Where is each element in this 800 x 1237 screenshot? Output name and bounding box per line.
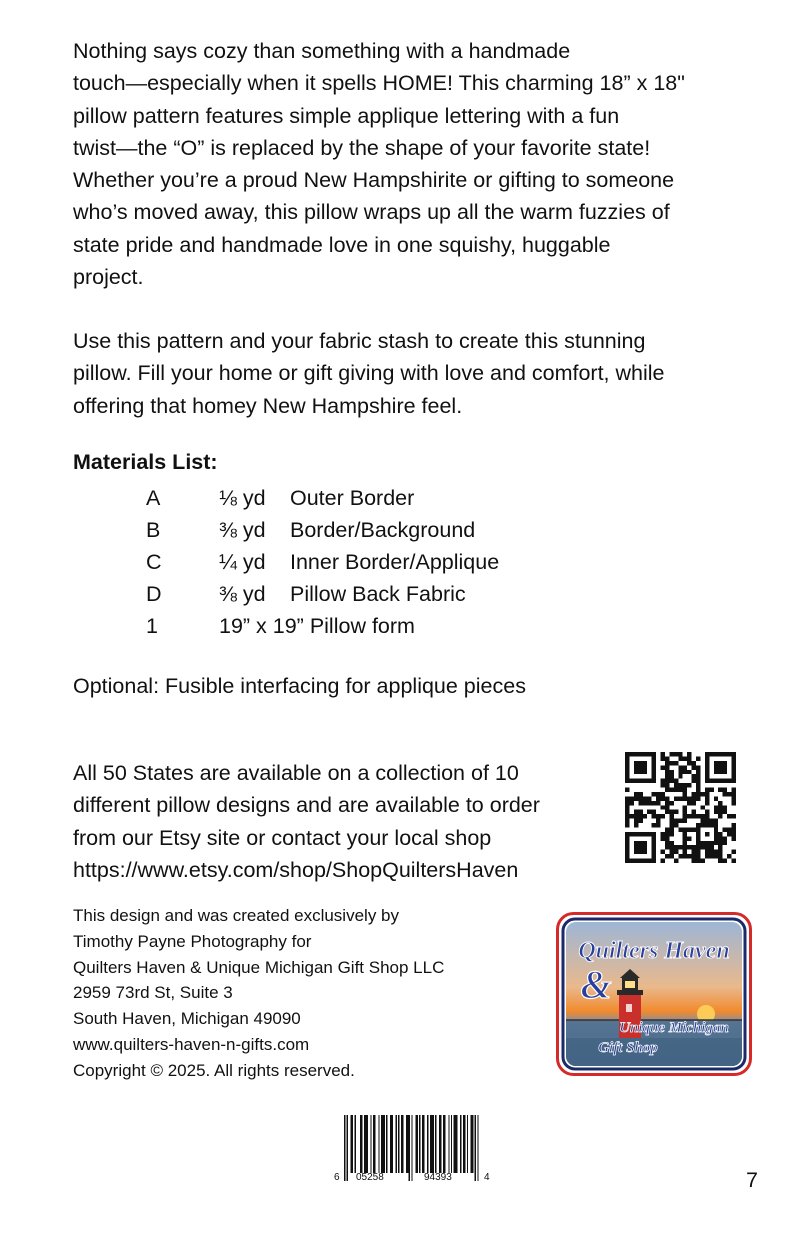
intro-line: touch—especially when it spells HOME! This charming 18” x 18": [73, 71, 685, 96]
intro-line: Nothing says cozy than something with a handmade: [73, 39, 571, 63]
materials-code: 1: [146, 614, 158, 638]
logo-subtitle-2: Gift Shop: [598, 1040, 658, 1056]
intro-line: state pride and handmade love in one squishy, huggable: [73, 232, 611, 257]
page-number: 7: [746, 1168, 758, 1192]
states-line: All 50 States are available on a collection of 10: [73, 761, 519, 785]
materials-code: D: [146, 582, 162, 606]
materials-quantity: 19” x 19” Pillow form: [219, 614, 415, 638]
barcode-group-left: 05258: [356, 1172, 384, 1183]
website-link[interactable]: www.quilters-haven-n-gifts.com: [73, 1034, 310, 1054]
barcode-digit-last: 4: [484, 1172, 490, 1183]
optional-note: Optional: Fusible interfacing for applique pieces: [73, 674, 526, 698]
materials-code: C: [146, 550, 162, 574]
materials-code: B: [146, 518, 161, 542]
intro-line: Whether you’re a proud New Hampshirite or gifting to someone: [73, 168, 675, 193]
materials-description: Border/Background: [290, 518, 476, 542]
intro-line: twist—the “O” is replaced by the shape of your favorite state!: [73, 135, 651, 160]
materials-quantity: ¼ yd: [219, 550, 266, 574]
states-line: from our Etsy site or contact your local shop: [73, 825, 492, 850]
materials-code: A: [146, 486, 161, 510]
credits-line: This design and was created exclusively by: [73, 906, 399, 925]
usage-line: pillow. Fill your home or gift giving with love and comfort, while: [73, 361, 665, 386]
usage-line: Use this pattern and your fabric stash to create this stunning: [73, 329, 646, 353]
materials-heading: Materials List:: [73, 450, 218, 474]
logo-title: Quilters Haven: [578, 938, 730, 964]
intro-line: who’s moved away, this pillow wraps up all the warm fuzzies of: [73, 200, 670, 225]
states-line: different pillow designs and are available to order: [73, 793, 540, 818]
logo-subtitle: Unique Michigan: [619, 1020, 729, 1036]
intro-line: project.: [73, 265, 144, 290]
credits-line: South Haven, Michigan 49090: [73, 1009, 301, 1029]
credits-block: [73, 903, 444, 1084]
qr-code-icon[interactable]: [625, 752, 736, 863]
barcode-group-right: 94393: [424, 1172, 452, 1183]
intro-line: pillow pattern features simple applique lettering with a fun: [73, 103, 620, 128]
materials-description: Outer Border: [290, 486, 415, 510]
states-paragraph: [73, 757, 613, 886]
credits-line: Timothy Payne Photography for: [73, 931, 312, 951]
credits-line: Quilters Haven & Unique Michigan Gift Shop LLC: [73, 957, 445, 977]
credits-line: Copyright © 2025. All rights reserved.: [73, 1060, 355, 1080]
usage-line: offering that homey New Hampshire feel.: [73, 393, 463, 418]
materials-quantity: ⅜ yd: [219, 518, 266, 542]
barcode-digit-first: 6: [334, 1172, 340, 1183]
materials-quantity: ⅜ yd: [219, 582, 266, 606]
logo-ampersand: &: [580, 962, 612, 1007]
etsy-link[interactable]: https://www.etsy.com/shop/ShopQuiltersHaven: [73, 857, 519, 882]
credits-line: 2959 73rd St, Suite 3: [73, 983, 233, 1003]
materials-description: Pillow Back Fabric: [290, 582, 466, 606]
usage-paragraph: [73, 325, 773, 422]
materials-quantity: ⅛ yd: [219, 486, 266, 510]
quilters-haven-logo: [556, 912, 752, 1076]
intro-paragraph: [73, 35, 773, 293]
materials-description: Inner Border/Applique: [290, 550, 500, 574]
